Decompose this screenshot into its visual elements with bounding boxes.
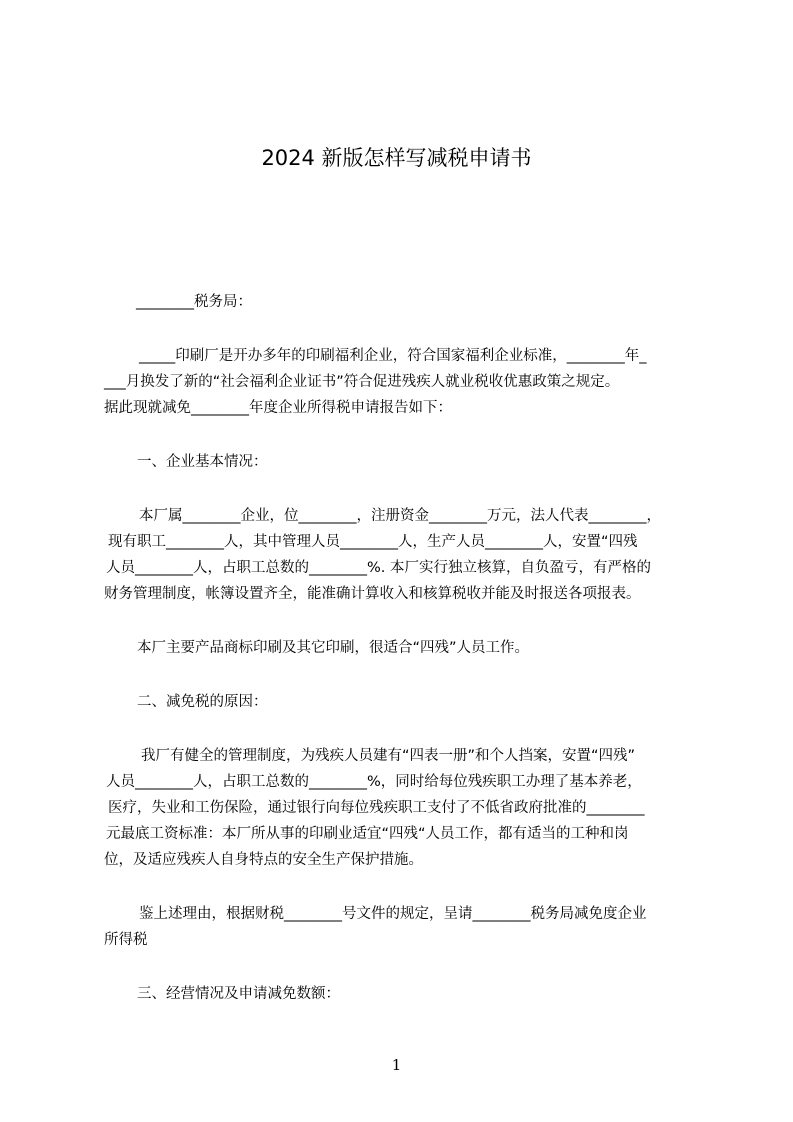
- basic-info-line-2: 现有职工________人，其中管理人员________人，生产人员________人，安置“四残: [108, 534, 638, 550]
- reasons-line-1: 我厂有健全的管理制度，为残疾人员建有“四表一册”和个人挡案，安置“四残”: [141, 748, 636, 764]
- reasons-line-3: 医疗，失业和工伤保险，通过银行向每位残疾职工支付了不低省政府批准的________: [108, 800, 645, 816]
- section-heading-reasons: 二、减免税的原因：: [137, 694, 268, 710]
- page-number: 1: [391, 1056, 402, 1074]
- basic-info-line-3: 人员________人，占职工总数的________%. 本厂实行独立核算，自负盈亏，有严格的: [106, 560, 651, 576]
- conclusion-line-2: 所得税: [104, 932, 148, 948]
- reasons-line-4: 元最底工资标准：本厂所从事的印刷业适宜“四残“人员工作，都有适当的工种和岗: [106, 826, 629, 842]
- intro-line-1: _____印刷厂是开办多年的印刷福利企业，符合国家福利企业标准，________年_: [139, 348, 647, 364]
- basic-info-line-1: 本厂属________企业，位________，注册资金________万元，法人代表________，: [139, 508, 661, 524]
- intro-line-3: 据此现就减免________年度企业所得税申请报告如下：: [104, 400, 452, 416]
- salutation: ________税务局：: [136, 294, 252, 310]
- reasons-line-2: 人员________人，占职工总数的________%，同时给每位残疾职工办理了基本养老，: [106, 774, 642, 790]
- section-heading-basic-info: 一、企业基本情况：: [137, 454, 268, 470]
- section-heading-operations: 三、经营情况及申请减免数额：: [137, 986, 340, 1002]
- products-paragraph: 本厂主要产品商标印刷及其它印刷，很适合“四残”人员工作。: [137, 640, 530, 656]
- page-title: 2024 新版怎样写减税申请书: [261, 146, 532, 170]
- reasons-line-5: 位，及适应残疾人自身特点的安全生产保护措施。: [104, 852, 423, 868]
- intro-line-2: ___月换发了新的“社会福利企业证书”符合促进残疾人就业税收优惠政策之规定。: [104, 374, 620, 390]
- conclusion-line-1: 鉴上述理由，根据财税________号文件的规定，呈请________税务局减免度企业: [139, 906, 647, 922]
- basic-info-line-4: 财务管理制度，帐簿设置齐全，能准确计算收入和核算税收并能及时报送各项报表。: [104, 586, 641, 602]
